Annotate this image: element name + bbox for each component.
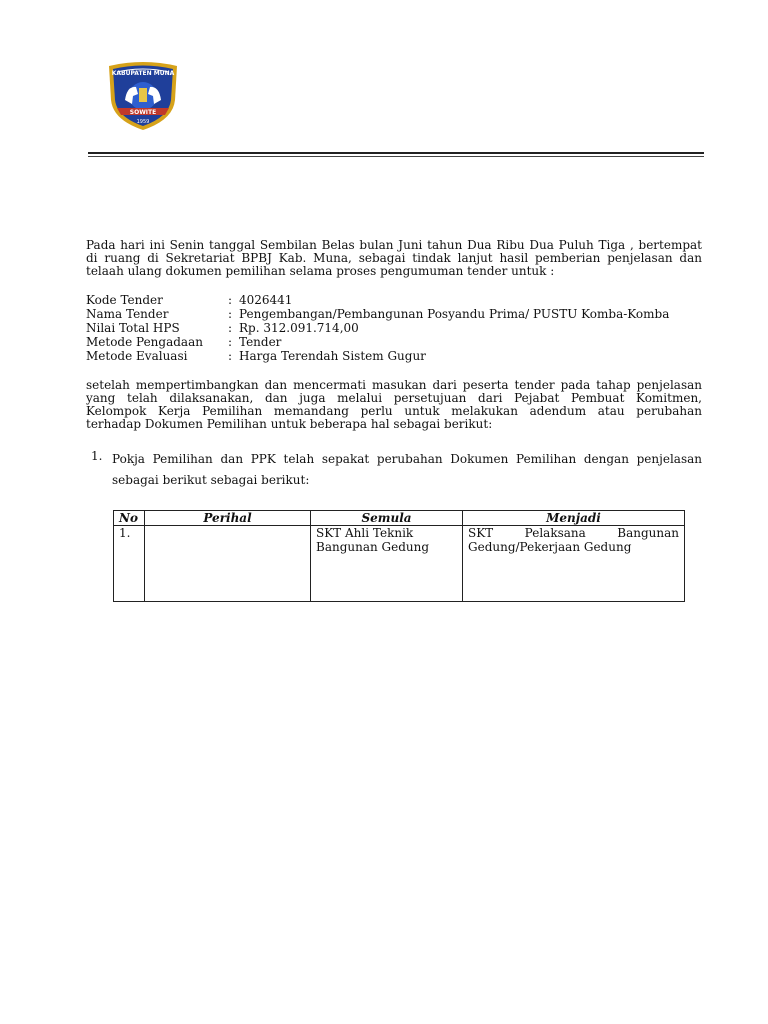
detail-value: Pengembangan/Pembangunan Posyandu Prima/ PUSTU Komba-Komba [239,307,670,321]
cell-perihal [145,526,311,602]
change-table [113,510,685,602]
detail-label: Metode Pengadaan [86,335,203,349]
list-text [112,449,702,491]
intro-line: Pada hari ini Senin tanggal Sembilan Belas bulan Juni tahun Dua Ribu Dua Puluh Tiga , bertempat [86,238,702,252]
detail-value: Tender [239,335,282,349]
detail-row-nama-tender [86,307,702,321]
intro-paragraph [86,239,702,278]
muna-regency-crest-icon [103,60,183,132]
closing-paragraph [86,379,702,431]
detail-value: Rp. 312.091.714,00 [239,321,359,335]
detail-label: Nilai Total HPS [86,321,180,335]
detail-colon: : [228,335,233,349]
logo-text-top: KABUPATEN MUNA [111,70,175,77]
cell-semula [311,526,463,602]
header-divider-thin [88,156,704,157]
header-semula: Semula [311,511,463,526]
detail-colon: : [228,307,233,321]
detail-value: Harga Terendah Sistem Gugur [239,349,426,363]
closing-line: setelah mempertimbangkan dan mencermati masukan dari peserta tender pada tahap penjelasan [86,378,702,392]
header-perihal: Perihal [145,511,311,526]
list-line: sebagai berikut sebagai berikut: [112,473,310,487]
detail-value: 4026441 [239,293,293,307]
cell-menjadi-line: SKT Pelaksana Bangunan [468,526,679,540]
closing-line: Kelompok Kerja Pemilihan memandang perlu untuk melakukan adendum atau perubahan [86,404,702,418]
closing-line: yang telah dilaksanakan, dan juga melalui persetujuan dari Pejabat Pembuat Komitmen, [86,391,702,405]
header-menjadi: Menjadi [463,511,685,526]
table-header-row [114,511,685,526]
closing-line: terhadap Dokumen Pemilihan untuk beberapa hal sebagai berikut: [86,417,493,431]
list-line: Pokja Pemilihan dan PPK telah sepakat perubahan Dokumen Pemilihan dengan penjelasan [112,452,702,466]
intro-line: telaah ulang dokumen pemilihan selama proses pengumuman tender untuk : [86,264,555,278]
table-row [114,526,685,602]
muna-regency-logo [103,60,183,132]
cell-menjadi-line: Gedung/Pekerjaan Gedung [468,540,632,554]
logo-ribbon-text: SOWITE [129,109,157,116]
detail-label: Metode Evaluasi [86,349,188,363]
detail-colon: : [228,293,233,307]
detail-colon: : [228,349,233,363]
logo-year-text: 1959 [136,119,150,125]
detail-row-metode-pengadaan [86,335,702,349]
detail-row-metode-evaluasi [86,349,702,363]
detail-label: Nama Tender [86,307,169,321]
detail-colon: : [228,321,233,335]
cell-menjadi [463,526,685,602]
header-divider-thick [88,152,704,154]
tender-details [86,293,702,363]
cell-no: 1. [114,526,145,602]
cell-semula-line: Bangunan Gedung [316,540,430,554]
detail-row-kode-tender [86,293,702,307]
detail-label: Kode Tender [86,293,163,307]
list-number: 1. [91,449,103,463]
header-no: No [114,511,145,526]
intro-line: di ruang di Sekretariat BPBJ Kab. Muna, sebagai tindak lanjut hasil pemberian penjelasan dan [86,251,702,265]
detail-row-nilai-hps [86,321,702,335]
cell-semula-line: SKT Ahli Teknik [316,526,414,540]
